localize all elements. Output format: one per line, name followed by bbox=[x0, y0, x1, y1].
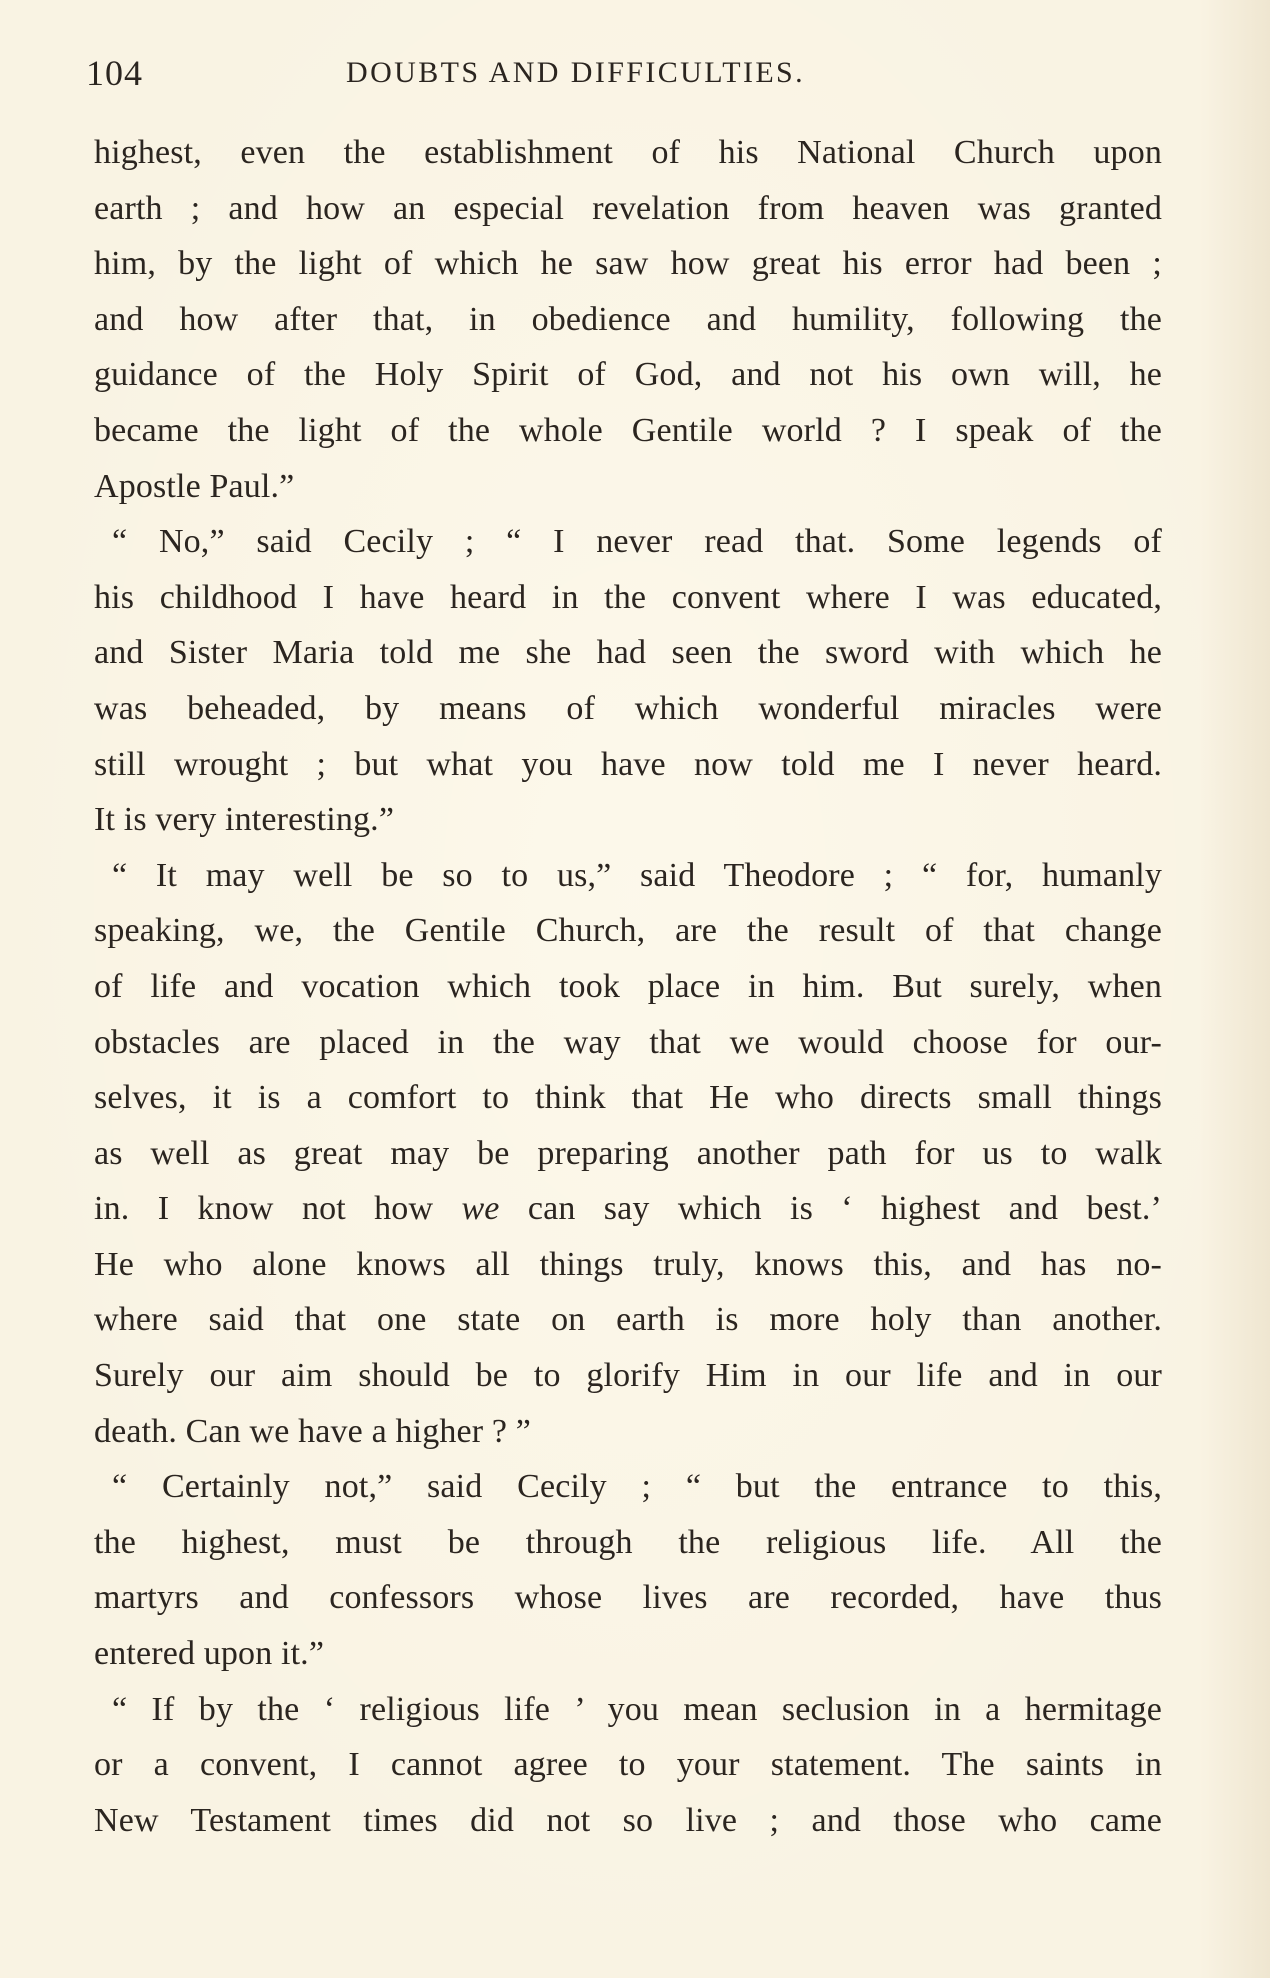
text-line: entered upon it.” bbox=[94, 1635, 325, 1673]
text-line: the highest, must be through the religious life. All the bbox=[94, 1523, 1162, 1561]
text-line: “ No,” said Cecily ; “ I never read that. Some legends of bbox=[112, 523, 1162, 561]
text-line: speaking, we, the Gentile Church, are the result of that change bbox=[94, 912, 1162, 950]
text-line: New Testament times did not so live ; and those who came bbox=[94, 1801, 1162, 1839]
body-text bbox=[94, 125, 1162, 1848]
page-header bbox=[86, 52, 1186, 102]
text-line: his childhood I have heard in the convent where I was educated, bbox=[94, 578, 1162, 616]
text-line: was beheaded, by means of which wonderful miracles were bbox=[94, 689, 1162, 727]
text-line: He who alone knows all things truly, knows this, and has no- bbox=[94, 1245, 1162, 1283]
text-line: selves, it is a comfort to think that He who directs small things bbox=[94, 1079, 1162, 1117]
text-segment: can say which is ‘ highest and best.’ bbox=[499, 1190, 1162, 1228]
text-line: Apostle Paul.” bbox=[94, 467, 295, 505]
text-line: Surely our aim should be to glorify Him in our life and in our bbox=[94, 1357, 1162, 1395]
text-line: obstacles are placed in the way that we would choose for our- bbox=[94, 1023, 1162, 1061]
text-line: or a convent, I cannot agree to your statement. The saints in bbox=[94, 1746, 1162, 1784]
text-line: It is very interesting.” bbox=[94, 801, 395, 839]
text-line: still wrought ; but what you have now told me I never heard. bbox=[94, 745, 1162, 783]
text-line bbox=[94, 1181, 1162, 1237]
text-line: martyrs and confessors whose lives are recorded, have thus bbox=[94, 1579, 1162, 1617]
text-line: guidance of the Holy Spirit of God, and not his own will, he bbox=[94, 356, 1162, 394]
text-line: “ If by the ‘ religious life ’ you mean seclusion in a hermitage bbox=[112, 1690, 1162, 1728]
page-gutter-shadow bbox=[1200, 0, 1270, 1978]
text-line: where said that one state on earth is more holy than another. bbox=[94, 1301, 1162, 1339]
text-line: as well as great may be preparing another path for us to walk bbox=[94, 1134, 1162, 1172]
italic-word: we bbox=[461, 1190, 500, 1228]
text-line: and Sister Maria told me she had seen the sword with which he bbox=[94, 634, 1162, 672]
text-line: of life and vocation which took place in him. But surely, when bbox=[94, 967, 1162, 1005]
text-line: “ It may well be so to us,” said Theodore ; “ for, humanly bbox=[112, 856, 1162, 894]
running-title: DOUBTS AND DIFFICULTIES. bbox=[346, 56, 806, 89]
text-line: became the light of the whole Gentile world ? I speak of the bbox=[94, 411, 1162, 449]
text-line: death. Can we have a higher ? ” bbox=[94, 1412, 532, 1450]
text-line: “ Certainly not,” said Cecily ; “ but the entrance to this, bbox=[112, 1468, 1162, 1506]
page-number: 104 bbox=[86, 53, 143, 93]
text-segment: in. I know not how bbox=[94, 1190, 462, 1228]
text-line: him, by the light of which he saw how great his error had been ; bbox=[94, 245, 1162, 283]
text-line: and how after that, in obedience and humility, following the bbox=[94, 300, 1162, 338]
text-line: highest, even the establishment of his National Church upon bbox=[94, 134, 1162, 171]
text-line: earth ; and how an especial revelation from heaven was granted bbox=[94, 189, 1162, 227]
